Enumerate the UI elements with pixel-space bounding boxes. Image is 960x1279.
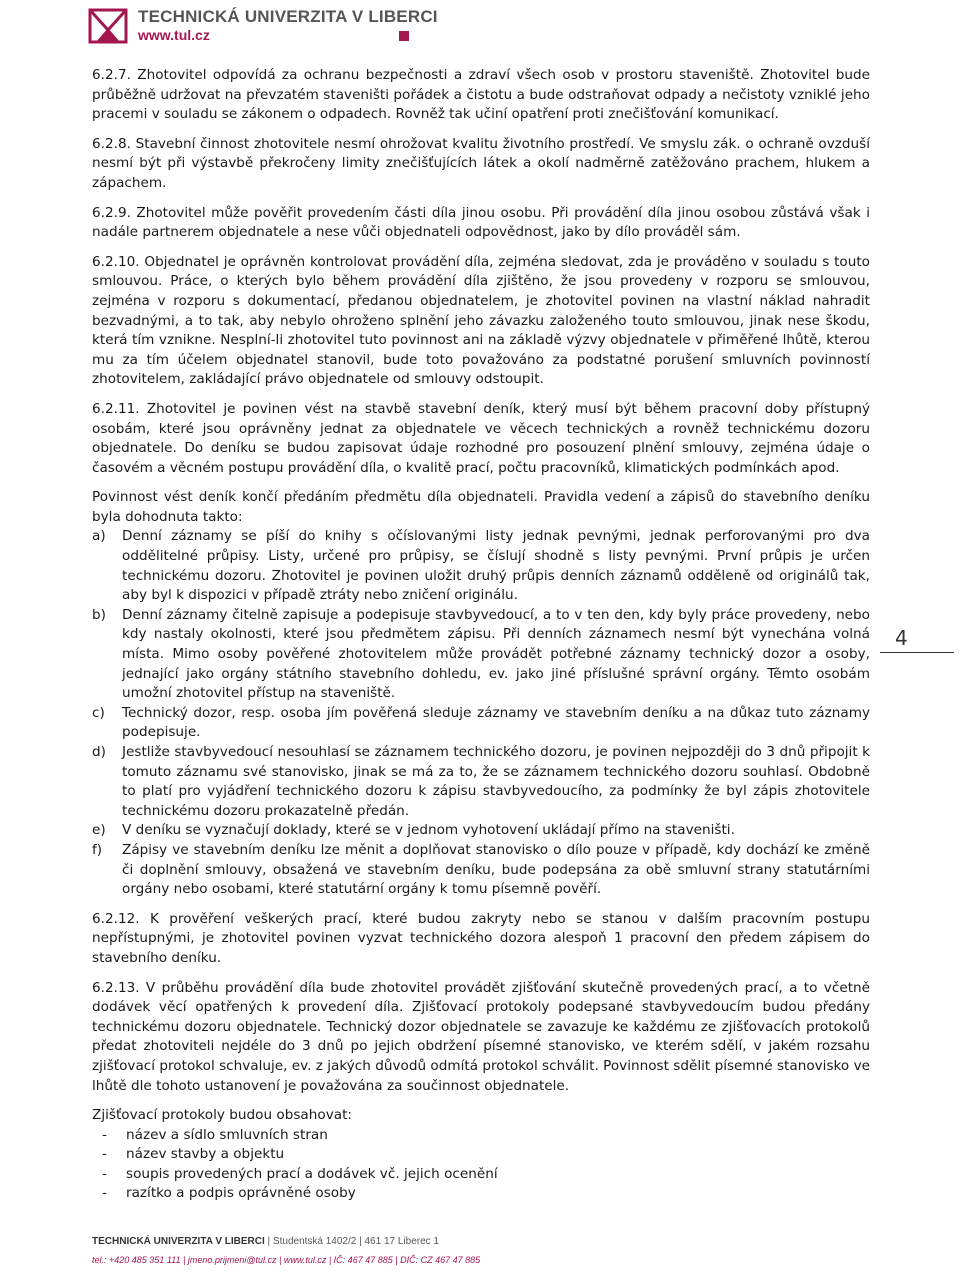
list-text: název a sídlo smluvních stran (126, 1126, 328, 1143)
university-name: TECHNICKÁ UNIVERZITA V LIBERCI (138, 7, 438, 26)
paragraph-6-2-7: 6.2.7. Zhotovitel odpovídá za ochranu bezpečnosti a zdraví všech osob v prostoru staveniště. Zhotovitel bude průběžně udržovat na převzatém staveništi pořádek a čistotu a bude odstraňovat odpady a nečistoty vzniklé jeho pracemi v souladu se zákonem o odpadech. Rovněž tak učiní opatření proti znečišťování komunikací. (92, 67, 870, 123)
list-text: Jestliže stavbyvedoucí nesouhlasí se záznamem technického dozoru, je povinen nejpozději do 3 dnů připojit k tomuto záznamu své stanovisko, jinak se má za to, že se záznamem technického dozoru souhlasí. Obdobně to platí pro vyjádření technického dozoru k zápisu stavbyvedoucího, za podmínky že byl zápis zhotovitele technickému dozoru prokazatelně předán. (122, 744, 870, 819)
paragraph-6-2-12: 6.2.12. K prověření veškerých prací, které budou zakryty nebo se stanou v dalším pracovním postupu nepřístupnými, je zhotovitel povinen vyzvat technického dozora alespoň 1 pracovní den předem zápisem do stavebního deníku. (92, 910, 870, 966)
list-marker: d) (92, 744, 106, 760)
university-header (88, 6, 438, 46)
footer-contacts: tel.: +420 485 351 111 | jmeno.prijmeni@tul.cz | www.tul.cz | IČ: 467 47 885 | DIČ: CZ 467 47 885 (92, 1255, 481, 1265)
list-item (92, 527, 870, 605)
list-text: V deníku se vyznačují doklady, které se v jednom vyhotovení ukládají přímo na staveništi. (122, 822, 735, 839)
page-number: 4 (895, 626, 908, 650)
paragraph-6-2-13: 6.2.13. V průběhu provádění díla bude zhotovitel provádět zjišťování skutečně provedených prací, a to včetně dodávek věcí opatřených k provedení díla. Zjišťovací protokoly podepsané stavbyvedoucím budou předány technickému dozoru objednatele. Technický dozor objednatele se zavazuje ke každému ze zjišťovacích protokolů předat zhotoviteli nejdéle do 3 dnů po jejich obdržení písemné stanovisko, ve kterém sdělí, v jakém rozsahu zjišťovací protokol schvaluje, ev. z jakých důvodů odmítá protokol schválit. Povinnost sdělit písemné stanovisko ve lhůtě dle tohoto ustanovení je považována za součinnost objednatele. (92, 979, 870, 1094)
footer-address-line (92, 1236, 872, 1247)
list-marker: e) (92, 822, 106, 839)
list-marker: b) (92, 606, 106, 623)
list-item (92, 1165, 870, 1185)
list-text: Technický dozor, resp. osoba jím pověřená sleduje záznamy ve stavebním deníku a na důkaz tuto záznamy podepisuje. (122, 704, 870, 741)
dash-marker: - (102, 1126, 107, 1143)
list-text: Zápisy ve stavebním deníku lze měnit a doplňovat stanovisko o dílo pouze v případě, kdy dochází ke změně či doplnění smlouvy, obsažená ve stavebním deníku, bude podepsána za obě smluvní strany statutárními orgány nebo osobami, které statutární orgány k tomu písemně pověří. (122, 841, 870, 898)
diary-rules-list (92, 527, 870, 899)
brand-square-icon (399, 31, 409, 41)
document-body (92, 66, 870, 1204)
list-marker: f) (92, 841, 103, 858)
list-item (92, 743, 870, 821)
paragraph-6-2-10: 6.2.10. Objednatel je oprávněn kontrolovat provádění díla, zejména sledovat, zda je prováděno v souladu s touto smlouvou. Práce, o kterých bylo během provádění díla zjištěno, že jsou provedeny v rozporu se smlouvou, zejména v rozporu s dokumentací, předanou objednatelem, je zhotovitel povinen na vlastní náklad nahradit bezvadnými, a to tak, aby nebylo ohroženo splnění jeho závazku založeného touto smlouvou, jinak nese škodu, která tím vznikne. Nesplní-li zhotovitel tuto povinnost ani na základě výzvy objednatele v přiměřené lhůtě, kterou mu za tím účelem objednatel stanovil, bude toto považováno za podstatné porušení smluvních povinností zhotovitelem, zakládající právo objednatele od smlouvy odstoupit. (92, 253, 870, 388)
list-item (92, 1126, 870, 1146)
paragraph-6-2-11: 6.2.11. Zhotovitel je povinen vést na stavbě stavební deník, který musí být během pracovní doby přístupný osobám, které jsou oprávněny jednat za objednatele ve věcech technických a rovněž technickému dozoru objednatele. Do deníku se budou zapisovat údaje rozhodné pro posouzení plnění smlouvy, zejména údaje o časovém a věcném postupu provádění díla, o kvalitě prací, počtu pracovníků, klimatických podmínkách apod. (92, 400, 870, 476)
list-text: Denní záznamy se píší do knihy s očíslovanými listy jednak pevnými, jednak perforovanými pro dva oddělitelné průpisy. Listy, určené pro průpisy, se číslují shodně s listy pevnými. První průpis je určen technickému dozoru. Zhotovitel je povinen uložit druhý průpis denních záznamů odděleně od originálů tak, aby byl k dispozici v případě ztráty nebo zničení originálu. (122, 528, 870, 604)
list-marker: a) (92, 528, 106, 545)
protocols-intro: Zjišťovací protokoly budou obsahovat: (92, 1107, 352, 1124)
protocol-items-list (92, 1126, 870, 1204)
paragraph-6-2-9: 6.2.9. Zhotovitel může pověřit provedením části díla jinou osobu. Při provádění díla jinou osobou zůstává však i nadále partnerem objednatele a nese vůči objednateli odpovědnost, jako by dílo prováděl sám. (92, 204, 870, 241)
list-text: razítko a podpis oprávněné osoby (126, 1185, 356, 1202)
list-text: název stavby a objektu (126, 1146, 285, 1163)
list-item (92, 841, 870, 900)
dash-marker: - (102, 1146, 107, 1163)
list-item (92, 1184, 870, 1204)
dash-marker: - (102, 1165, 107, 1182)
university-url[interactable]: www.tul.cz (138, 27, 210, 43)
footer-university: TECHNICKÁ UNIVERZITA V LIBERCI (92, 1236, 265, 1247)
list-item (92, 704, 870, 743)
footer-address: | Studentská 1402/2 | 461 17 Liberec 1 (264, 1236, 439, 1247)
list-text: soupis provedených prací a dodávek vč. jejich ocenění (126, 1165, 498, 1182)
page-number-divider (880, 652, 954, 653)
list-item (92, 821, 870, 841)
university-logo-icon (88, 8, 128, 44)
diary-rules-intro: Povinnost vést deník končí předáním předmětu díla objednateli. Pravidla vedení a zápisů do stavebního deníku byla dohodnuta takto: (92, 489, 870, 525)
page-footer (92, 1236, 872, 1265)
paragraph-6-2-8: 6.2.8. Stavební činnost zhotovitele nesmí ohrožovat kvalitu životního prostředí. Ve smyslu zák. o ochraně ovzduší nesmí být při výstavbě překročeny limity znečišťujících látek a okolí nadměrně zatěžováno prachem, hlukem a zápachem. (92, 135, 870, 191)
dash-marker: - (102, 1185, 107, 1202)
list-item (92, 1145, 870, 1165)
list-text: Denní záznamy čitelně zapisuje a podepisuje stavbyvedoucí, a to v ten den, kdy byly práce provedeny, nebo kdy nastaly okolnosti, které jsou předmětem zápisu. Při denních záznamech nesmí být vynechána volná místa. Mimo osoby pověřené zhotovitelem může provádět potřebné záznamy technický dozor a osoby, jednající jako orgány státního stavebního dohledu, ev. jako jiné příslušné správní orgány. Těmto osobám umožní zhotovitel přístup na staveniště. (122, 606, 870, 702)
list-item (92, 606, 870, 704)
list-marker: c) (92, 704, 105, 721)
